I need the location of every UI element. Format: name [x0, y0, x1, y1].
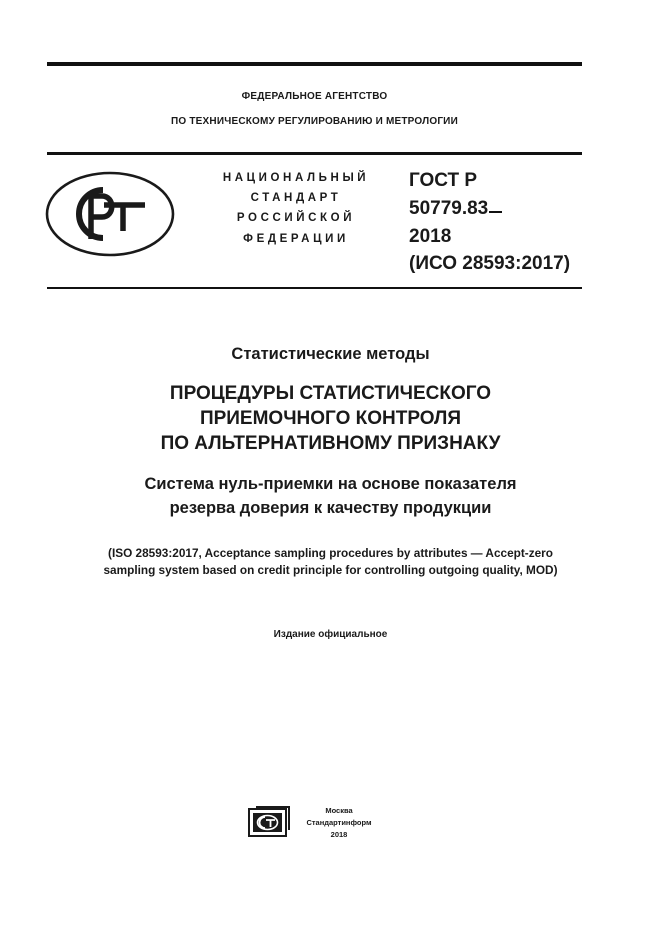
national-standard-line-4: ФЕДЕРАЦИИ	[243, 233, 349, 245]
publisher-city: Москва	[325, 806, 353, 815]
iso-reference: (ИСО 28593:2017)	[409, 253, 571, 274]
rst-certification-mark-icon	[45, 171, 175, 257]
number-year-dash	[489, 211, 502, 213]
national-standard-line-2: СТАНДАРТ	[250, 192, 342, 204]
publisher-name: Стандартинформ	[306, 818, 372, 827]
document-title-line-2: ПРИЕМОЧНОГО КОНТРОЛЯ	[199, 408, 462, 429]
document-title-line-1: ПРОЦЕДУРЫ СТАТИСТИЧЕСКОГО	[169, 383, 492, 404]
standard-number-row	[409, 198, 502, 220]
middle-divider	[47, 152, 582, 155]
agency-line-1: ФЕДЕРАЛЬНОЕ АГЕНТСТВО	[241, 91, 388, 102]
document-subtitle-line-2: резерва доверия к качеству продукции	[169, 499, 492, 517]
publication-year: 2018	[330, 830, 348, 839]
official-edition-label: Издание официальное	[273, 629, 388, 640]
agency-line-2: ПО ТЕХНИЧЕСКОМУ РЕГУЛИРОВАНИЮ И МЕТРОЛОГИИ	[171, 116, 458, 127]
iso-equivalent-line-2: sampling system based on credit principle for controlling outgoing quality, MOD)	[103, 563, 558, 577]
top-divider	[47, 62, 582, 66]
document-subtitle-line-1: Система нуль-приемки на основе показателя	[144, 475, 517, 493]
national-standard-line-1: НАЦИОНАЛЬНЫЙ	[222, 172, 370, 184]
national-standard-line-3: РОССИЙСКОЙ	[236, 212, 356, 224]
bottom-divider	[47, 287, 582, 289]
document-subject: Статистические методы	[231, 345, 430, 363]
document-title-line-3: ПО АЛЬТЕРНАТИВНОМУ ПРИЗНАКУ	[160, 433, 501, 454]
standard-code: ГОСТ Р	[409, 170, 478, 191]
standartinform-logo-icon	[248, 806, 290, 838]
iso-equivalent-line-1: (ISO 28593:2017, Acceptance sampling procedures by attributes — Accept-zero	[108, 546, 553, 560]
standard-year: 2018	[409, 226, 452, 247]
standard-number: 50779.83	[409, 198, 489, 219]
